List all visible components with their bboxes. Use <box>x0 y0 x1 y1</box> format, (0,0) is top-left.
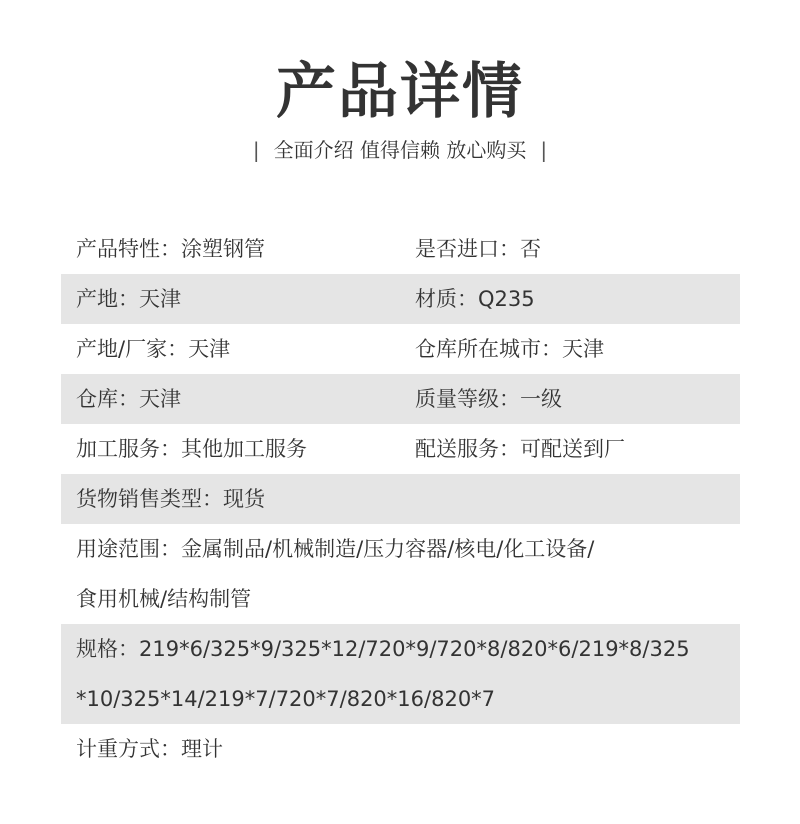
subtitle-divider-left: | <box>252 138 260 162</box>
spec-sales-type: 货物销售类型：现货 <box>76 487 265 511</box>
spec-dimensions <box>76 624 726 724</box>
spec-row <box>61 374 740 424</box>
spec-row <box>61 324 740 374</box>
spec-row <box>61 524 740 624</box>
spec-warehouse: 仓库：天津 <box>76 387 181 411</box>
spec-row <box>61 624 740 724</box>
spec-manufacturer: 产地/厂家：天津 <box>76 337 231 361</box>
spec-row <box>61 224 740 274</box>
spec-usage-line: 用途范围：金属制品/机械制造/压力容器/核电/化工设备/ <box>76 537 595 561</box>
spec-weighing-method: 计重方式：理计 <box>76 737 223 761</box>
spec-product-feature: 产品特性：涂塑钢管 <box>76 237 265 261</box>
spec-material: 材质：Q235 <box>415 287 535 311</box>
spec-row <box>61 724 740 774</box>
spec-delivery-service: 配送服务：可配送到厂 <box>415 437 625 461</box>
spec-usage-line: 食用机械/结构制管 <box>76 587 252 611</box>
spec-row <box>61 274 740 324</box>
spec-quality-grade: 质量等级：一级 <box>415 387 562 411</box>
spec-dimensions-line: *10/325*14/219*7/720*7/820*16/820*7 <box>76 687 496 711</box>
spec-dimensions-line: 规格：219*6/325*9/325*12/720*9/720*8/820*6/219*8/325 <box>76 637 690 661</box>
spec-table <box>61 224 740 774</box>
page-title: 产品详情 <box>276 57 524 127</box>
subtitle-text: 全面介绍 值得信赖 放心购买 <box>273 138 527 162</box>
spec-warehouse-city: 仓库所在城市：天津 <box>415 337 604 361</box>
spec-usage-range <box>76 524 726 624</box>
spec-origin: 产地：天津 <box>76 287 181 311</box>
page-subtitle <box>0 135 800 165</box>
spec-processing-service: 加工服务：其他加工服务 <box>76 437 307 461</box>
subtitle-divider-right: | <box>540 138 548 162</box>
spec-row <box>61 424 740 474</box>
spec-row <box>61 474 740 524</box>
spec-imported: 是否进口：否 <box>415 237 541 261</box>
